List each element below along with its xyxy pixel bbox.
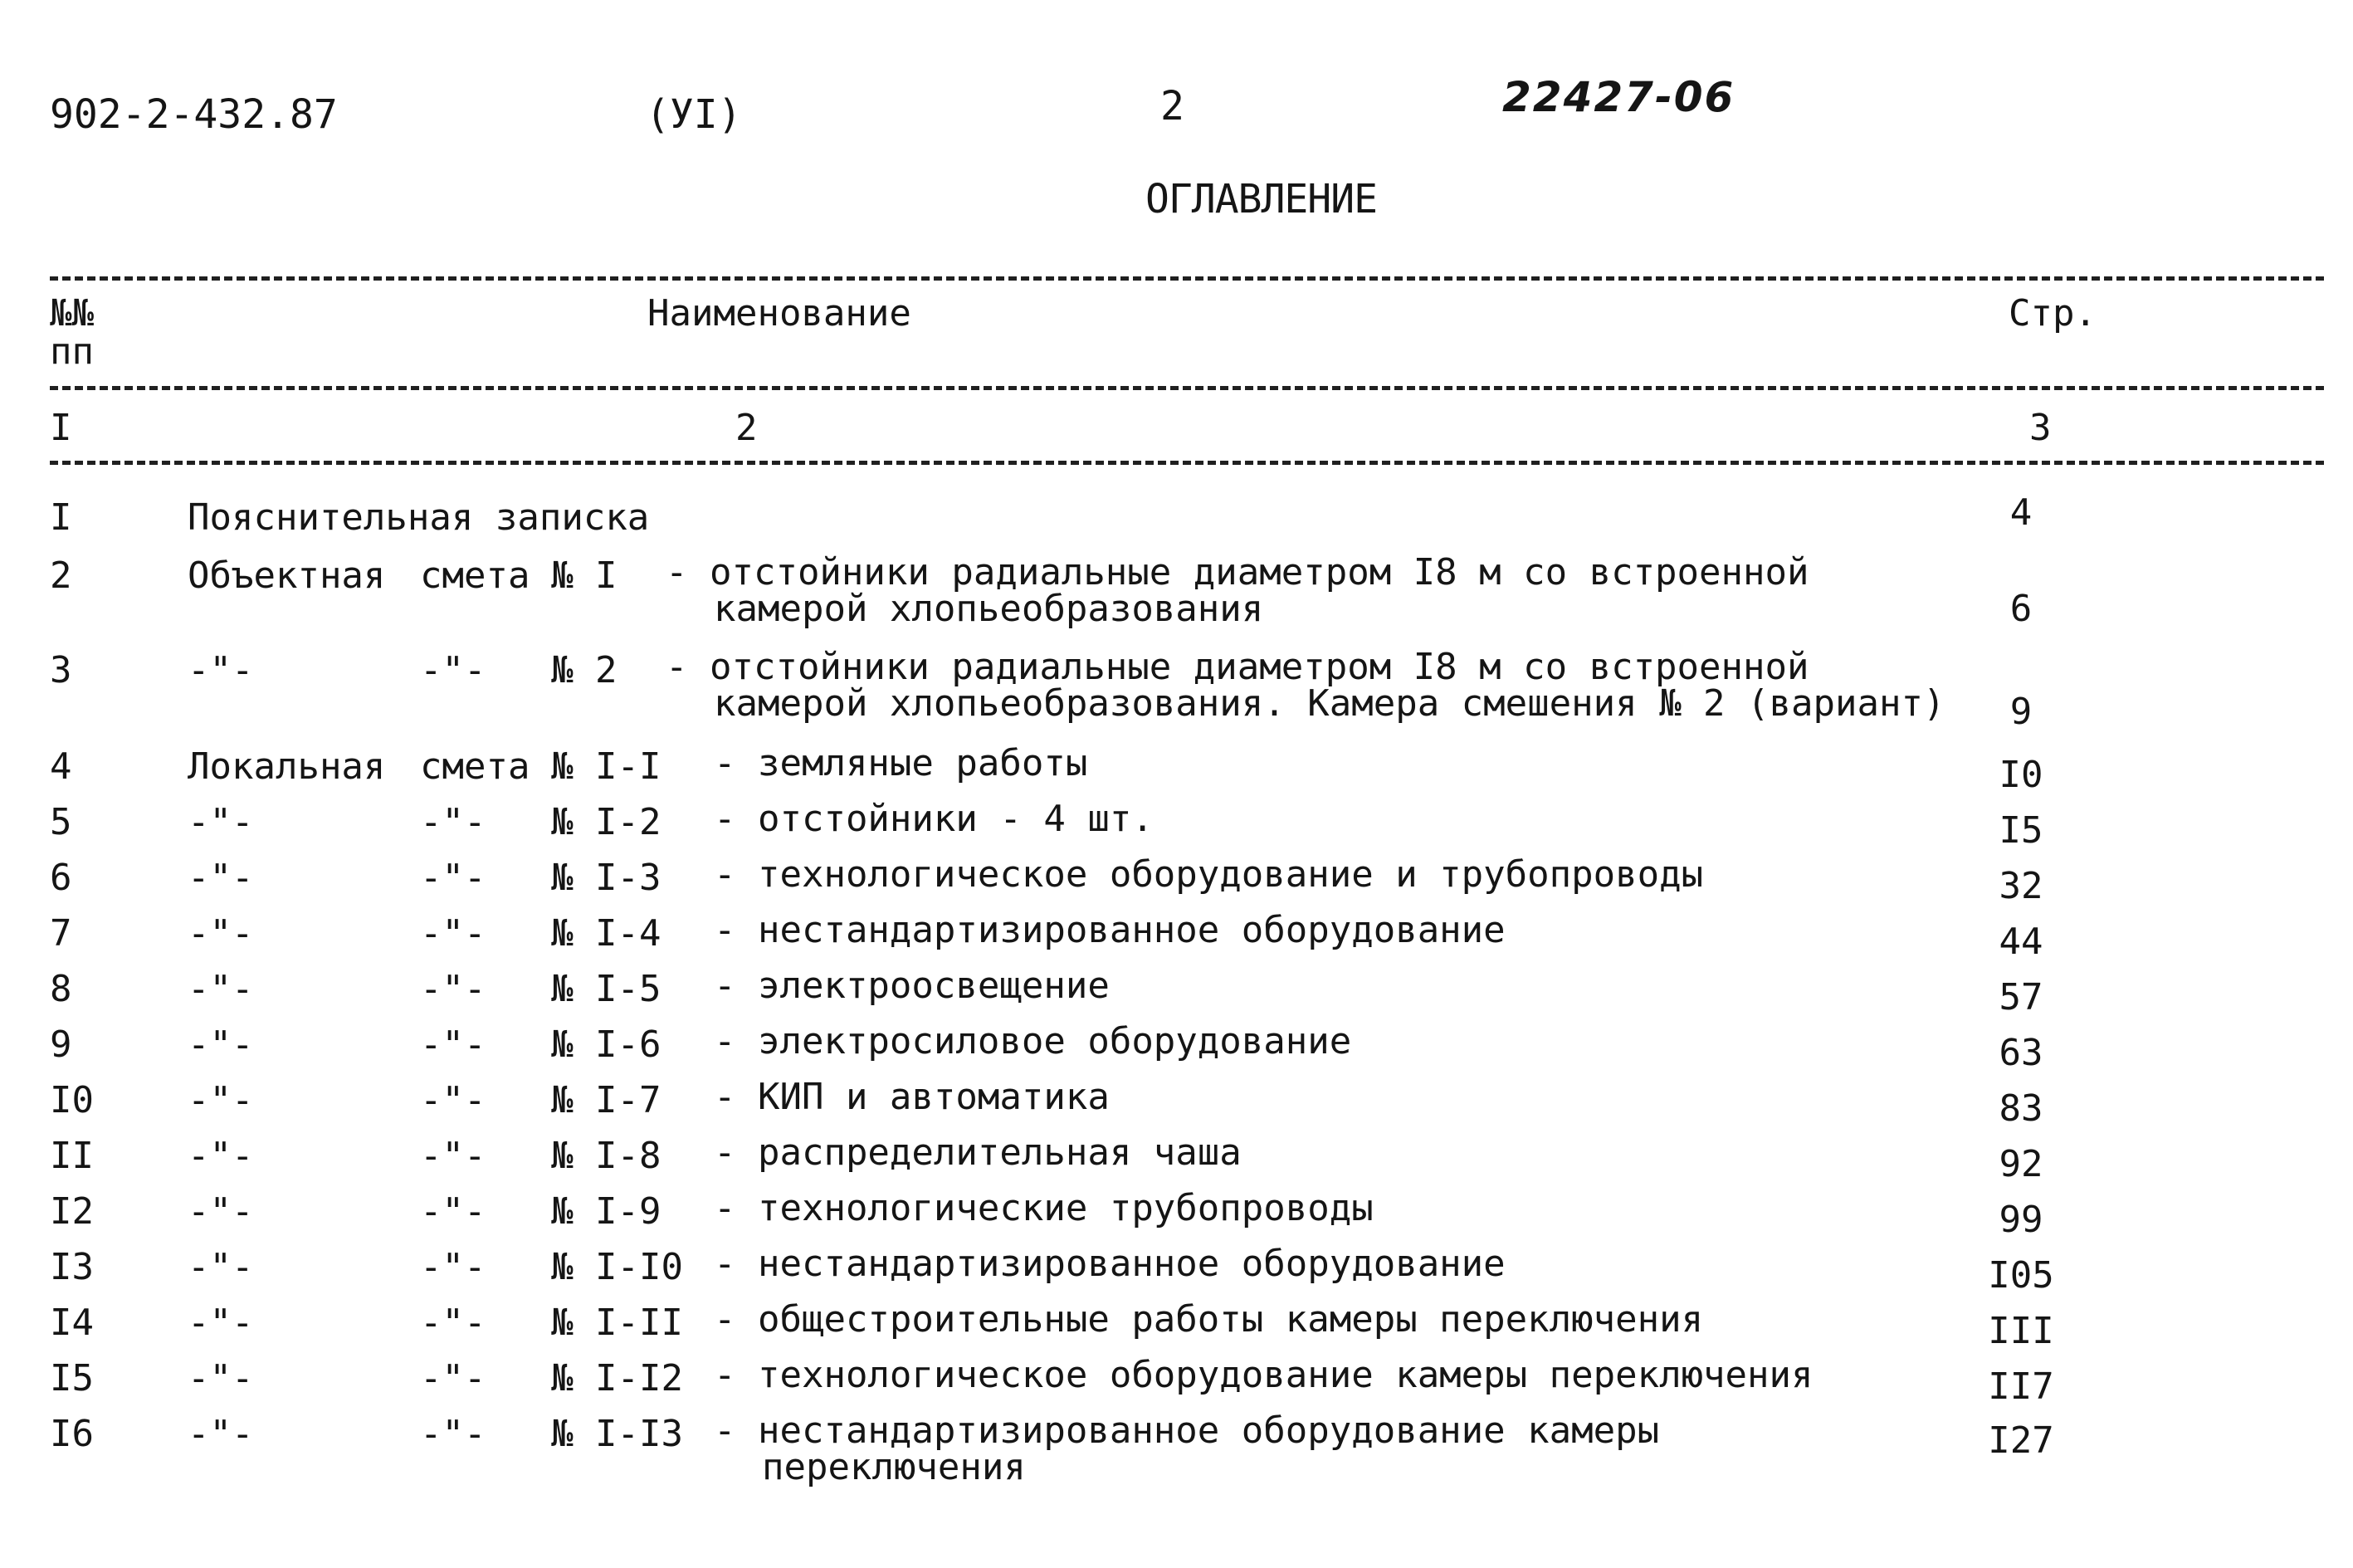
row-number: 9 bbox=[50, 1023, 72, 1066]
row-number: II bbox=[50, 1135, 94, 1177]
row-estimate-number: № I-2 bbox=[551, 801, 661, 843]
row-estimate-number: № I-3 bbox=[551, 857, 661, 899]
edition-label: (УI) bbox=[646, 91, 742, 138]
column-number-rule bbox=[50, 461, 2324, 465]
column-number-1: I bbox=[50, 407, 72, 449]
row-number: I5 bbox=[50, 1357, 94, 1399]
row-kind: -"- bbox=[420, 1190, 486, 1233]
column-number-3: 3 bbox=[2029, 407, 2052, 449]
row-name: Локальная bbox=[188, 745, 386, 788]
row-name: -"- bbox=[188, 968, 254, 1010]
row-description: - отстойники радиальные диаметром I8 м со встроенной bbox=[666, 646, 1809, 688]
row-name: -"- bbox=[188, 801, 254, 843]
row-kind: -"- bbox=[420, 1302, 486, 1344]
row-description: - нестандартизированное оборудование bbox=[714, 909, 1506, 951]
row-kind: -"- bbox=[420, 1023, 486, 1066]
row-page: I0 bbox=[1999, 754, 2043, 796]
row-kind: -"- bbox=[420, 649, 486, 691]
row-number: 3 bbox=[50, 649, 72, 691]
row-page: III bbox=[1988, 1310, 2054, 1352]
row-description: - отстойники - 4 шт. bbox=[714, 798, 1154, 840]
row-number: 6 bbox=[50, 857, 72, 899]
archive-number: 22427-06 bbox=[1502, 73, 1735, 121]
row-estimate-number: № I-8 bbox=[551, 1135, 661, 1177]
row-number: 7 bbox=[50, 912, 72, 955]
row-number: 2 bbox=[50, 554, 72, 597]
row-kind: -"- bbox=[420, 857, 486, 899]
row-page: I5 bbox=[1999, 809, 2043, 852]
row-estimate-number: № I-9 bbox=[551, 1190, 661, 1233]
row-description: - технологические трубопроводы bbox=[714, 1187, 1374, 1229]
row-description: - электроосвещение bbox=[714, 965, 1110, 1007]
row-description: - технологическое оборудование камеры переключения bbox=[714, 1354, 1814, 1396]
row-estimate-number: № 2 bbox=[551, 649, 618, 691]
row-name: -"- bbox=[188, 857, 254, 899]
row-description: - технологическое оборудование и трубопроводы bbox=[714, 853, 1704, 896]
row-description-continued: камерой хлопьеобразования. Камера смешения № 2 (вариант) bbox=[714, 682, 1945, 725]
table-top-rule bbox=[50, 276, 2324, 281]
row-description: - нестандартизированное оборудование bbox=[714, 1243, 1506, 1285]
row-page: I05 bbox=[1988, 1254, 2054, 1297]
row-kind: -"- bbox=[420, 1079, 486, 1121]
row-page: 6 bbox=[2009, 588, 2033, 630]
row-page: II7 bbox=[1988, 1365, 2054, 1408]
row-name: Пояснительная записка bbox=[188, 496, 650, 539]
row-page: 44 bbox=[1999, 921, 2043, 963]
row-number: 4 bbox=[50, 745, 72, 788]
row-name: -"- bbox=[188, 1190, 254, 1233]
row-page: 92 bbox=[1999, 1143, 2043, 1185]
row-number: I0 bbox=[50, 1079, 94, 1121]
row-page: 9 bbox=[2009, 691, 2033, 733]
row-number: I6 bbox=[50, 1413, 94, 1455]
row-name: -"- bbox=[188, 1135, 254, 1177]
page-number: 2 bbox=[1160, 83, 1184, 129]
row-page: 83 bbox=[1999, 1087, 2043, 1130]
row-kind: -"- bbox=[420, 801, 486, 843]
row-kind: смета bbox=[420, 554, 530, 597]
header-num-line2: пп bbox=[50, 330, 94, 373]
row-name: Объектная bbox=[188, 554, 386, 597]
row-page: 32 bbox=[1999, 865, 2043, 907]
row-name: -"- bbox=[188, 1302, 254, 1344]
row-description: - отстойники радиальные диаметром I8 м со встроенной bbox=[666, 551, 1809, 593]
row-number: I bbox=[50, 496, 72, 539]
row-kind: -"- bbox=[420, 1357, 486, 1399]
row-page: 57 bbox=[1999, 976, 2043, 1018]
column-number-2: 2 bbox=[735, 407, 758, 449]
row-kind: -"- bbox=[420, 912, 486, 955]
row-estimate-number: № I-I2 bbox=[551, 1357, 683, 1399]
row-estimate-number: № I-7 bbox=[551, 1079, 661, 1121]
row-number: 5 bbox=[50, 801, 72, 843]
row-estimate-number: № I bbox=[551, 554, 618, 597]
row-name: -"- bbox=[188, 1023, 254, 1066]
header-name: Наименование bbox=[647, 292, 911, 335]
row-name: -"- bbox=[188, 1079, 254, 1121]
row-name: -"- bbox=[188, 912, 254, 955]
row-estimate-number: № I-6 bbox=[551, 1023, 661, 1066]
row-estimate-number: № I-5 bbox=[551, 968, 661, 1010]
row-estimate-number: № I-I bbox=[551, 745, 661, 788]
row-description: - общестроительные работы камеры переключения bbox=[714, 1298, 1704, 1341]
row-kind: смета bbox=[420, 745, 530, 788]
row-number: I3 bbox=[50, 1246, 94, 1288]
row-estimate-number: № I-4 bbox=[551, 912, 661, 955]
row-description: - нестандартизированное оборудование камеры bbox=[714, 1409, 1660, 1452]
row-description: - электросиловое оборудование bbox=[714, 1020, 1352, 1062]
row-kind: -"- bbox=[420, 1246, 486, 1288]
row-description: - распределительная чаша bbox=[714, 1131, 1242, 1174]
row-kind: -"- bbox=[420, 1413, 486, 1455]
row-description-continued: камерой хлопьеобразования bbox=[714, 588, 1264, 630]
document-code: 902-2-432.87 bbox=[50, 91, 338, 138]
row-kind: -"- bbox=[420, 968, 486, 1010]
row-page: 99 bbox=[1999, 1199, 2043, 1241]
row-description: - земляные работы bbox=[714, 742, 1088, 784]
row-estimate-number: № I-I3 bbox=[551, 1413, 683, 1455]
row-estimate-number: № I-II bbox=[551, 1302, 683, 1344]
header-separator-rule bbox=[50, 386, 2324, 390]
row-page: 63 bbox=[1999, 1032, 2043, 1074]
row-name: -"- bbox=[188, 1246, 254, 1288]
row-description: - КИП и автоматика bbox=[714, 1076, 1110, 1118]
row-name: -"- bbox=[188, 1357, 254, 1399]
toc-title: ОГЛАВЛЕНИЕ bbox=[1145, 176, 1377, 222]
row-page: I27 bbox=[1988, 1419, 2054, 1462]
row-name: -"- bbox=[188, 1413, 254, 1455]
row-description-continued: переключения bbox=[762, 1446, 1026, 1488]
row-estimate-number: № I-I0 bbox=[551, 1246, 683, 1288]
row-number: 8 bbox=[50, 968, 72, 1010]
row-name: -"- bbox=[188, 649, 254, 691]
row-kind: -"- bbox=[420, 1135, 486, 1177]
row-number: I2 bbox=[50, 1190, 94, 1233]
row-number: I4 bbox=[50, 1302, 94, 1344]
header-page: Стр. bbox=[2009, 292, 2097, 335]
row-page: 4 bbox=[2009, 491, 2033, 534]
header-num-line1: №№ bbox=[50, 292, 94, 335]
